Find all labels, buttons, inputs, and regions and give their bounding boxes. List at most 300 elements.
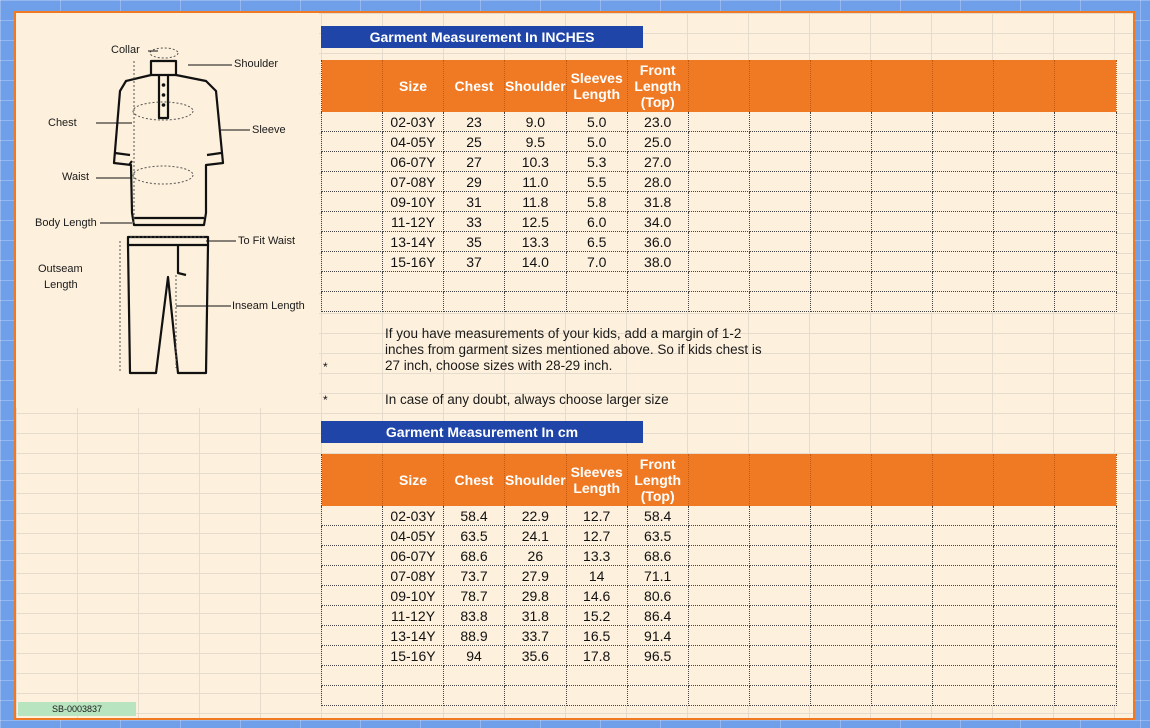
- empty-cell: [383, 292, 444, 312]
- inches-table-title: Garment Measurement In INCHES: [321, 26, 643, 48]
- table-cell: 27.9: [505, 566, 567, 586]
- empty-cell: [1054, 192, 1116, 212]
- empty-cell: [688, 252, 749, 272]
- empty-cell: [810, 272, 871, 292]
- empty-cell: [383, 666, 444, 686]
- empty-cell: [871, 586, 932, 606]
- table-cell: 15.2: [566, 606, 627, 626]
- table-cell: 11-12Y: [383, 212, 444, 232]
- empty-cell: [810, 506, 871, 526]
- empty-cell: [810, 586, 871, 606]
- empty-cell: [993, 252, 1054, 272]
- empty-cell: [1054, 152, 1116, 172]
- table-cell: 80.6: [627, 586, 688, 606]
- empty-cell: [749, 272, 810, 292]
- empty-cell: [383, 686, 444, 706]
- header-cell: [871, 60, 932, 112]
- empty-cell: [688, 586, 749, 606]
- table-cell: 14: [566, 566, 627, 586]
- empty-cell: [322, 192, 383, 212]
- empty-cell: [993, 212, 1054, 232]
- empty-cell: [749, 546, 810, 566]
- empty-cell: [810, 686, 871, 706]
- header-cell: [322, 454, 383, 506]
- empty-cell: [322, 606, 383, 626]
- table-cell: 15-16Y: [383, 252, 444, 272]
- table-cell: 9.0: [505, 112, 567, 132]
- empty-cell: [810, 192, 871, 212]
- empty-cell: [688, 686, 749, 706]
- table-cell: 02-03Y: [383, 112, 444, 132]
- table-cell: 27: [444, 152, 505, 172]
- header-chest: Chest: [444, 60, 505, 112]
- table-row: [322, 606, 1117, 626]
- inches-table: [321, 60, 1117, 312]
- inches-table-body: [322, 112, 1117, 312]
- table-cell: 83.8: [444, 606, 505, 626]
- empty-cell: [688, 526, 749, 546]
- empty-cell: [322, 272, 383, 292]
- empty-cell: [322, 292, 383, 312]
- table-cell: 31: [444, 192, 505, 212]
- empty-cell: [993, 292, 1054, 312]
- header-cell: [749, 60, 810, 112]
- table-cell: 23.0: [627, 112, 688, 132]
- table-cell: 58.4: [444, 506, 505, 526]
- table-cell: 13.3: [505, 232, 567, 252]
- empty-cell: [1054, 686, 1116, 706]
- empty-cell: [322, 666, 383, 686]
- empty-cell: [1054, 292, 1116, 312]
- empty-cell: [505, 686, 567, 706]
- empty-cell: [688, 666, 749, 686]
- empty-cell: [322, 152, 383, 172]
- table-cell: 63.5: [627, 526, 688, 546]
- table-cell: 31.8: [505, 606, 567, 626]
- header-size: Size: [383, 60, 444, 112]
- table-row: [322, 172, 1117, 192]
- empty-cell: [993, 192, 1054, 212]
- empty-cell: [688, 292, 749, 312]
- table-cell: 5.0: [566, 112, 627, 132]
- empty-cell: [932, 272, 993, 292]
- empty-cell: [322, 232, 383, 252]
- empty-cell: [932, 606, 993, 626]
- empty-cell: [322, 252, 383, 272]
- empty-cell: [810, 546, 871, 566]
- table-row: [322, 566, 1117, 586]
- table-cell: 9.5: [505, 132, 567, 152]
- empty-cell: [810, 606, 871, 626]
- table-row: [322, 506, 1117, 526]
- header-size: Size: [383, 454, 444, 506]
- empty-cell: [871, 506, 932, 526]
- empty-cell: [932, 152, 993, 172]
- empty-cell: [993, 232, 1054, 252]
- table-cell: 36.0: [627, 232, 688, 252]
- empty-cell: [871, 252, 932, 272]
- header-chest: Chest: [444, 454, 505, 506]
- table-cell: 15-16Y: [383, 646, 444, 666]
- table-cell: 29: [444, 172, 505, 192]
- table-cell: 16.5: [566, 626, 627, 646]
- empty-cell: [1054, 526, 1116, 546]
- empty-cell: [749, 212, 810, 232]
- empty-cell: [322, 132, 383, 152]
- table-cell: 5.3: [566, 152, 627, 172]
- empty-cell: [932, 646, 993, 666]
- empty-cell: [993, 172, 1054, 192]
- note-bullet-2: *: [323, 393, 328, 407]
- empty-cell: [749, 526, 810, 546]
- label-to-fit-waist: To Fit Waist: [238, 235, 296, 247]
- table-cell: 07-08Y: [383, 566, 444, 586]
- empty-cell: [749, 626, 810, 646]
- empty-cell: [871, 666, 932, 686]
- empty-cell: [932, 112, 993, 132]
- empty-cell: [932, 526, 993, 546]
- empty-cell: [749, 566, 810, 586]
- empty-cell: [322, 586, 383, 606]
- empty-cell: [810, 152, 871, 172]
- empty-cell: [749, 606, 810, 626]
- empty-cell: [749, 132, 810, 152]
- empty-cell: [1054, 586, 1116, 606]
- empty-cell: [993, 506, 1054, 526]
- table-cell: 37: [444, 252, 505, 272]
- empty-cell: [1054, 272, 1116, 292]
- table-row: [322, 252, 1117, 272]
- empty-cell: [871, 546, 932, 566]
- size-chart-sheet: [14, 11, 1135, 720]
- table-cell: 68.6: [627, 546, 688, 566]
- empty-cell: [322, 686, 383, 706]
- table-cell: 23: [444, 112, 505, 132]
- empty-cell: [871, 606, 932, 626]
- label-outseam-line1: Outseam: [38, 263, 83, 275]
- empty-cell: [810, 232, 871, 252]
- empty-cell: [322, 626, 383, 646]
- table-cell: 38.0: [627, 252, 688, 272]
- header-shoulder: Shoulder: [505, 454, 567, 506]
- header-cell: [993, 454, 1054, 506]
- label-chest: Chest: [48, 117, 77, 129]
- empty-cell: [322, 566, 383, 586]
- empty-cell: [993, 626, 1054, 646]
- empty-cell: [932, 292, 993, 312]
- table-cell: 06-07Y: [383, 152, 444, 172]
- empty-cell: [627, 666, 688, 686]
- table-cell: 04-05Y: [383, 132, 444, 152]
- table-cell: 13-14Y: [383, 626, 444, 646]
- empty-cell: [322, 112, 383, 132]
- empty-cell: [810, 112, 871, 132]
- empty-cell: [810, 292, 871, 312]
- table-row: [322, 152, 1117, 172]
- table-cell: 35.6: [505, 646, 567, 666]
- table-cell: 7.0: [566, 252, 627, 272]
- table-cell: 11.0: [505, 172, 567, 192]
- empty-cell: [444, 272, 505, 292]
- table-cell: 13-14Y: [383, 232, 444, 252]
- table-cell: 94: [444, 646, 505, 666]
- table-cell: 71.1: [627, 566, 688, 586]
- empty-cell: [1054, 252, 1116, 272]
- empty-cell: [871, 566, 932, 586]
- note-margin-advice: If you have measurements of your kids, add a margin of 1-2 inches from garment sizes mentioned above. So if kids chest is 27 inch, choose sizes with 28-29 inch.: [385, 326, 762, 373]
- table-cell: 5.0: [566, 132, 627, 152]
- table-row: [322, 212, 1117, 232]
- empty-cell: [810, 666, 871, 686]
- empty-cell: [871, 152, 932, 172]
- empty-cell: [322, 526, 383, 546]
- empty-cell: [993, 152, 1054, 172]
- empty-cell: [627, 292, 688, 312]
- empty-cell: [688, 606, 749, 626]
- table-cell: 13.3: [566, 546, 627, 566]
- label-waist: Waist: [62, 171, 90, 183]
- empty-cell: [932, 546, 993, 566]
- header-shoulder: Shoulder: [505, 60, 567, 112]
- empty-cell: [1054, 172, 1116, 192]
- table-cell: 5.8: [566, 192, 627, 212]
- empty-cell: [688, 546, 749, 566]
- table-cell: 14.0: [505, 252, 567, 272]
- empty-cell: [871, 132, 932, 152]
- empty-cell: [566, 666, 627, 686]
- table-cell: 91.4: [627, 626, 688, 646]
- empty-cell: [932, 506, 993, 526]
- empty-cell: [993, 112, 1054, 132]
- empty-cell: [993, 586, 1054, 606]
- empty-cell: [1054, 232, 1116, 252]
- table-cell: 78.7: [444, 586, 505, 606]
- empty-cell: [627, 686, 688, 706]
- empty-cell: [871, 212, 932, 232]
- header-cell: [810, 60, 871, 112]
- table-row: [322, 292, 1117, 312]
- table-cell: 02-03Y: [383, 506, 444, 526]
- empty-cell: [688, 566, 749, 586]
- empty-cell: [383, 272, 444, 292]
- table-cell: 86.4: [627, 606, 688, 626]
- table-cell: 26: [505, 546, 567, 566]
- empty-cell: [932, 232, 993, 252]
- empty-cell: [1054, 666, 1116, 686]
- table-cell: 17.8: [566, 646, 627, 666]
- table-row: [322, 192, 1117, 212]
- empty-cell: [505, 272, 567, 292]
- table-row: [322, 272, 1117, 292]
- table-row: [322, 546, 1117, 566]
- empty-cell: [688, 646, 749, 666]
- table-row: [322, 686, 1117, 706]
- empty-cell: [688, 232, 749, 252]
- empty-cell: [932, 252, 993, 272]
- empty-cell: [322, 172, 383, 192]
- table-row: [322, 132, 1117, 152]
- empty-cell: [322, 646, 383, 666]
- table-cell: 29.8: [505, 586, 567, 606]
- empty-cell: [1054, 212, 1116, 232]
- empty-cell: [932, 666, 993, 686]
- empty-cell: [749, 646, 810, 666]
- table-cell: 58.4: [627, 506, 688, 526]
- table-cell: 07-08Y: [383, 172, 444, 192]
- empty-cell: [932, 172, 993, 192]
- header-cell: [993, 60, 1054, 112]
- empty-cell: [871, 172, 932, 192]
- empty-cell: [688, 212, 749, 232]
- empty-cell: [688, 506, 749, 526]
- cm-table: [321, 454, 1117, 706]
- empty-cell: [993, 666, 1054, 686]
- empty-cell: [871, 192, 932, 212]
- label-sleeve: Sleeve: [252, 124, 286, 136]
- empty-cell: [871, 232, 932, 252]
- empty-cell: [871, 626, 932, 646]
- empty-cell: [1054, 626, 1116, 646]
- empty-cell: [810, 212, 871, 232]
- empty-cell: [932, 192, 993, 212]
- table-row: [322, 626, 1117, 646]
- empty-cell: [871, 272, 932, 292]
- empty-cell: [688, 132, 749, 152]
- empty-cell: [932, 132, 993, 152]
- empty-cell: [749, 112, 810, 132]
- empty-cell: [749, 252, 810, 272]
- label-collar: Collar: [111, 44, 140, 56]
- inches-header-row: [322, 60, 1117, 112]
- table-cell: 09-10Y: [383, 586, 444, 606]
- kurta-pajama-diagram: [16, 13, 319, 408]
- empty-cell: [932, 586, 993, 606]
- table-cell: 33.7: [505, 626, 567, 646]
- garment-diagram-panel: [16, 13, 319, 408]
- empty-cell: [566, 686, 627, 706]
- cm-header-row: [322, 454, 1117, 506]
- table-cell: 24.1: [505, 526, 567, 546]
- empty-cell: [810, 252, 871, 272]
- header-sleeves-length: Sleeves Length: [566, 60, 627, 112]
- header-sleeves-length: Sleeves Length: [566, 454, 627, 506]
- empty-cell: [871, 526, 932, 546]
- empty-cell: [566, 292, 627, 312]
- empty-cell: [932, 566, 993, 586]
- table-cell: 12.5: [505, 212, 567, 232]
- empty-cell: [688, 192, 749, 212]
- empty-cell: [993, 132, 1054, 152]
- empty-cell: [749, 586, 810, 606]
- empty-cell: [993, 546, 1054, 566]
- header-cell: [688, 454, 749, 506]
- empty-cell: [749, 292, 810, 312]
- empty-cell: [810, 526, 871, 546]
- label-shoulder: Shoulder: [234, 58, 279, 70]
- table-cell: 34.0: [627, 212, 688, 232]
- empty-cell: [749, 666, 810, 686]
- note-larger-size: In case of any doubt, always choose larger size: [385, 392, 669, 407]
- table-cell: 04-05Y: [383, 526, 444, 546]
- table-cell: 12.7: [566, 506, 627, 526]
- table-cell: 6.5: [566, 232, 627, 252]
- empty-cell: [932, 686, 993, 706]
- empty-cell: [871, 686, 932, 706]
- table-cell: 6.0: [566, 212, 627, 232]
- empty-cell: [566, 272, 627, 292]
- table-cell: 12.7: [566, 526, 627, 546]
- empty-cell: [1054, 132, 1116, 152]
- empty-cell: [749, 172, 810, 192]
- table-cell: 14.6: [566, 586, 627, 606]
- empty-cell: [993, 566, 1054, 586]
- table-cell: 96.5: [627, 646, 688, 666]
- empty-cell: [749, 686, 810, 706]
- label-inseam-length: Inseam Length: [232, 300, 305, 312]
- table-cell: 06-07Y: [383, 546, 444, 566]
- empty-cell: [688, 626, 749, 646]
- empty-cell: [322, 506, 383, 526]
- header-cell: [932, 454, 993, 506]
- header-cell: [932, 60, 993, 112]
- empty-cell: [993, 606, 1054, 626]
- empty-cell: [749, 152, 810, 172]
- table-cell: 31.8: [627, 192, 688, 212]
- empty-cell: [444, 686, 505, 706]
- table-cell: 22.9: [505, 506, 567, 526]
- empty-cell: [505, 292, 567, 312]
- table-cell: 35: [444, 232, 505, 252]
- empty-cell: [932, 212, 993, 232]
- header-cell: [1054, 454, 1116, 506]
- empty-cell: [1054, 506, 1116, 526]
- empty-cell: [444, 292, 505, 312]
- empty-cell: [505, 666, 567, 686]
- cm-table-body: [322, 506, 1117, 706]
- table-cell: 73.7: [444, 566, 505, 586]
- table-row: [322, 666, 1117, 686]
- empty-cell: [1054, 566, 1116, 586]
- empty-cell: [688, 112, 749, 132]
- table-cell: 11.8: [505, 192, 567, 212]
- header-cell: [810, 454, 871, 506]
- table-cell: 09-10Y: [383, 192, 444, 212]
- empty-cell: [810, 566, 871, 586]
- empty-cell: [749, 232, 810, 252]
- empty-cell: [444, 666, 505, 686]
- empty-cell: [871, 292, 932, 312]
- table-cell: 63.5: [444, 526, 505, 546]
- empty-cell: [688, 152, 749, 172]
- note-bullet-1: *: [323, 360, 328, 374]
- header-front-length: Front Length (Top): [627, 60, 688, 112]
- empty-cell: [1054, 646, 1116, 666]
- table-cell: 25: [444, 132, 505, 152]
- header-cell: [1054, 60, 1116, 112]
- empty-cell: [810, 626, 871, 646]
- empty-cell: [627, 272, 688, 292]
- empty-cell: [749, 506, 810, 526]
- table-cell: 33: [444, 212, 505, 232]
- empty-cell: [688, 172, 749, 192]
- empty-cell: [993, 646, 1054, 666]
- empty-cell: [810, 132, 871, 152]
- header-cell: [322, 60, 383, 112]
- table-cell: 28.0: [627, 172, 688, 192]
- table-cell: 68.6: [444, 546, 505, 566]
- table-row: [322, 112, 1117, 132]
- empty-cell: [1054, 606, 1116, 626]
